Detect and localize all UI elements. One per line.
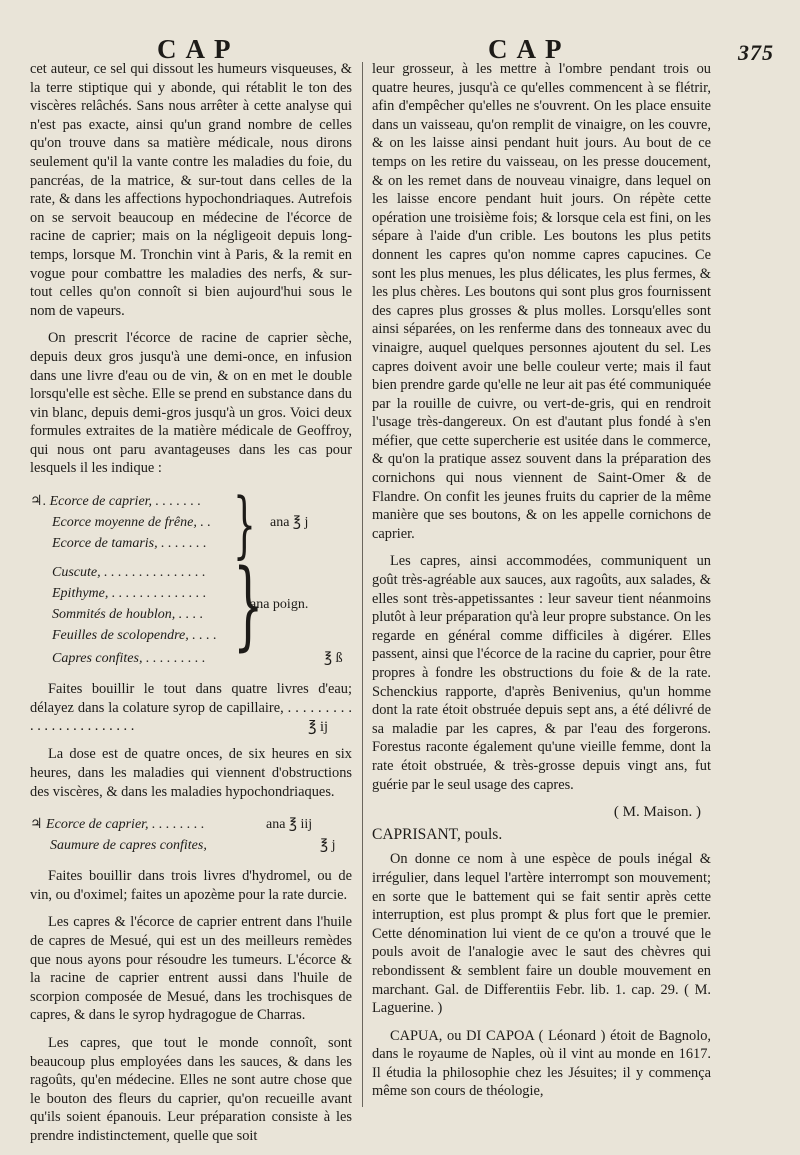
dose: ana ℥ j: [270, 515, 309, 531]
paragraph: Faites bouillir le tout dans quatre livres d'eau; délayez dans la colature syrop de capillaire, . . . . . . . . . . . . . . . . . . . . . . . .: [30, 681, 352, 735]
paragraph: leur grosseur, à les mettre à l'ombre pendant trois ou quatre heures, jusqu'à ce qu'elles commencent à se flétrir, afin d'empêcher qu'elles ne s'ouvrent. On les place ensuite dans un vaisseau, qu'on remplit de vinaigre, on les couvre, & on les laisse ainsi pendant huit jours. Au bout de ce temps on les retire du vaisseau, on les presse doucement, & on les remet dans de nouveau vinaigre, dans lequel on les laisse encore pendant huit jours. On répète cette opération une troisième fois; & lorsque cela est fini, on les sépare à l'aide d'un crible. Les boutons les plus petits donnent les capres qu'on nomme capres capucines. Ce sont les plus menues, les plus délicates, les plus fermes, & les plus chères. Les boutons qui sont plus gros fournissent des capres plus grosses & plus molles. Lorsqu'elles sont ainsi séparées, on les renferme dans des tonneaux avec du vinaigre, auquel quelques personnes ajoutent du sel. Les capres doivent avoir une belle couleur verte; mais il faut bien prendre garde qu'elle ne leur ait pas été communiquée par la rouille de cuivre, ou vert-de-gris, qui en rendroit l'usage très-dangereux. On est d'autant plus fondé à s'en méfier, que cette supercherie est usitée dans le commerce, & qu'on la pratique assez souvent dans la préparation des cornichons qui nous viennent de Saint-Omer & de Flandre. On confit les jeunes fruits du caprier de la même manière que ses boutons, & on les appelle cornichons de caprier.: [372, 61, 711, 542]
running-head-right: CAP: [488, 34, 571, 64]
ingredient: Capres confites, . . . . . . . . .: [52, 651, 206, 667]
paragraph: Les capres, que tout le monde connoît, sont beaucoup plus employées dans les sauces, & dans les ragoûts, qu'en médecine. Elles ne sont autre chose que le bouton des fleurs du caprier, qu'on recueille avant qu'ils soient épanouis. Leur préparation consiste à les prendre indistinctement, quelle que soit: [30, 1034, 352, 1144]
dose: ℥ j: [320, 838, 336, 854]
ingredient: ♃ Ecorce de caprier, . . . . . . . .: [30, 817, 205, 833]
ingredient: Feuilles de scolopendre, . . . .: [52, 628, 217, 644]
paragraph: Les capres & l'écorce de caprier entrent dans l'huile de capres de Mesué, qui est un des meilleurs remèdes que nous ayons pour résoudre les tumeurs. L'écorce & la racine de caprier entrent aussi dans l'huile de scorpion composée de Mesué, dans les trochisques de capres, & dans le syrop hydragogue de Charras.: [30, 914, 352, 1024]
author-attribution: ( M. Maison. ): [613, 804, 701, 821]
ingredient: Sommités de houblon, . . . .: [52, 607, 204, 623]
ingredient: Cuscute, . . . . . . . . . . . . . . .: [52, 565, 206, 581]
paragraph: Les capres, ainsi accommodées, communiquent un goût très-agréable aux sauces, aux ragoûts, aux salades, & elles sont très-appetissantes : leur saveur tient néanmoins plutôt à leur préparation qu'à leur propre substance. On les regarde en général comme difficiles à digérer. Elles passent, ainsi que l'écorce de la racine du caprier, pour être propres à fondre les obstructions du foie & de la rate. Schenckius rapporte, d'après Benivenius, qu'un homme dont la rate étoit obstruée depuis sept ans, a été délivré de sa maladie par les capres, & par l'eau des forgerons. Forestus raconte également qu'une vieille femme, dont la rate étoit obstruée, & très-grosse depuis vingt ans, fut guérie par le seul usage des capres.: [372, 553, 711, 793]
ingredient-group: [30, 481, 352, 566]
right-column: [372, 60, 711, 1110]
dose: ana ℥ iij: [266, 817, 313, 833]
paragraph: Faites bouillir dans trois livres d'hydromel, ou de vin, ou d'oximel; faites un apozème pour la rate durcie.: [30, 868, 352, 903]
dose: ℥ ß: [324, 651, 343, 667]
recipe-symbol: ♃.: [30, 494, 47, 510]
paragraph: On donne ce nom à une espèce de pouls inégal & irrégulier, dans lequel l'artère interrompt son mouvement; en sorte que le battement qui se fait sentir après cette interruption, est plus prompt & plus fort que le premier. Cette dénomination lui vient de ce qu'on a trouvé que le pouls avoit de l'analogie avec le saut des chèvres qui rebondissent & semblent faire un double mouvement en marchant. Gal. de Differentiis Febr. lib. 1. cap. 29. ( M. Laguerine. ): [372, 851, 711, 1017]
left-column: [30, 60, 352, 1155]
column-divider: [362, 62, 363, 1107]
ingredient: Ecorce moyenne de frêne, . .: [52, 515, 211, 531]
paragraph: CAPUA, ou DI CAPOA ( Léonard ) étoit de Bagnolo, dans le royaume de Naples, où il vint au monde en 1617. Il étudia la philosophie chez les Jésuites; il y commença même son cours de théologie,: [372, 1027, 711, 1100]
paragraph: La dose est de quatre onces, de six heures en six heures, dans les maladies qui viennent d'obstructions des viscères, & dans les maladies hypochondriaques.: [30, 746, 352, 800]
recipe-formula-1: [30, 481, 352, 670]
dose: ℥ ij: [308, 718, 328, 735]
recipe-formula-2: [30, 815, 352, 857]
brace-icon: }: [233, 549, 264, 662]
brace-icon: }: [233, 481, 256, 566]
paragraph: cet auteur, ce sel qui dissout les humeurs visqueuses, & la terre stiptique qui y abonde, qui rétablit le ton des viscères relâchés. Sans nous arrêter à cette analyse qui n'est pas exacte, ainsi qu'un grand nombre de celles qu'on trouve dans sa matière médicale, nous dirons seulement qu'il la vante contre les maladies du foie, du pancréas, de la matrice, & sur-tout dans celles de la rate, & dans les affections hypochondriaques. Autrefois on se servoit beaucoup en médecine de l'écorce de racine de caprier; mais on la négligeoit depuis long-temps, lorsque M. Tronchin vint à Paris, & la remit en vogue pour combattre les maladies des nerfs, & sur-tout celles qu'on connoît si bien aujourd'hui sous le nom de vapeurs.: [30, 61, 352, 319]
entry-heading: CAPRISANT, pouls.: [372, 825, 503, 843]
paragraph: On prescrit l'écorce de racine de caprier sèche, depuis deux gros jusqu'à une demi-once, en infusion dans une livre d'eau ou de vin, & on en met le double lorsqu'elle est sèche. Elle se prend en substance dans du vin blanc, depuis demi-gros jusqu'à un gros. Voici deux formules extraites de la matière médicale de Geoffroy, qui nous ont paru avantageuses dans les cas pour lesquels il les indique :: [30, 330, 352, 477]
ingredient: Saumure de capres confites,: [50, 838, 207, 854]
ingredient: Ecorce de tamaris, . . . . . . .: [52, 536, 207, 552]
dose: ana poign.: [250, 596, 309, 612]
ingredient: Ecorce de caprier, . . . . . . .: [49, 494, 202, 510]
page-number: 375: [738, 40, 774, 65]
ingredient: Epithyme, . . . . . . . . . . . . . .: [52, 586, 207, 602]
running-head-left: CAP: [157, 34, 240, 64]
